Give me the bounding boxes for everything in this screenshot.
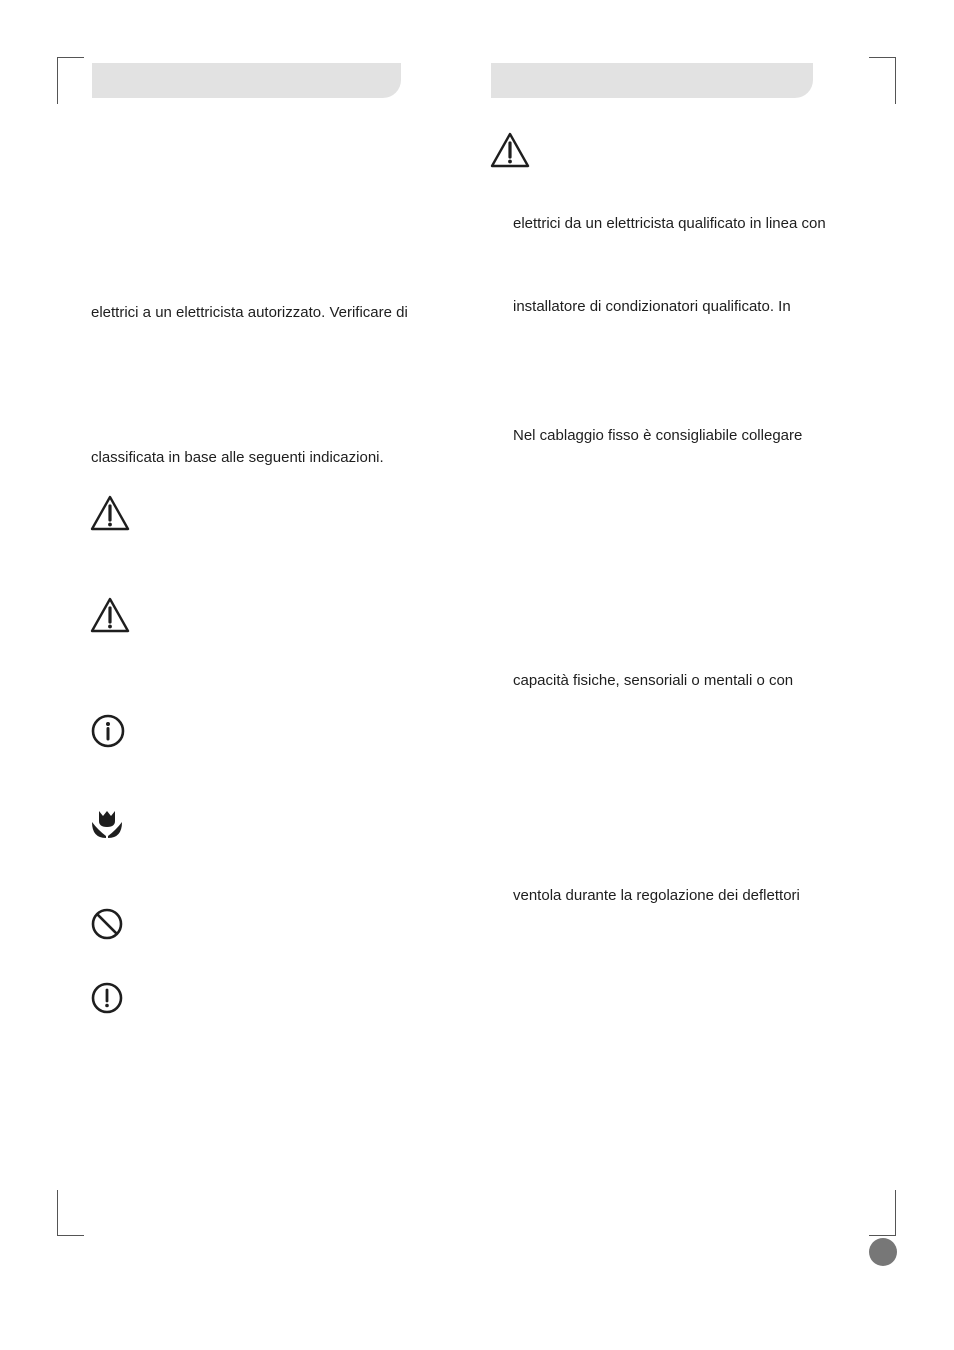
caution-exclamation-icon bbox=[91, 982, 123, 1014]
right-text-line-5: ventola durante la regolazione dei deflettori bbox=[513, 887, 800, 904]
environment-flower-icon bbox=[91, 810, 123, 840]
right-text-line-1: elettrici da un elettricista qualificato in linea con bbox=[513, 215, 826, 232]
right-text-line-3: Nel cablaggio fisso è consigliabile collegare bbox=[513, 427, 803, 444]
warning-triangle-icon bbox=[90, 597, 130, 633]
crop-mark-top-left-v bbox=[57, 57, 58, 104]
crop-mark-bottom-right-v bbox=[895, 1190, 896, 1236]
crop-mark-top-left-h bbox=[57, 57, 84, 58]
crop-mark-bottom-left-v bbox=[57, 1190, 58, 1236]
left-section-header-band bbox=[92, 63, 401, 98]
warning-triangle-icon bbox=[490, 132, 530, 168]
crop-mark-top-right-h bbox=[869, 57, 896, 58]
prohibition-icon bbox=[91, 908, 123, 940]
page-number-marker bbox=[869, 1238, 897, 1266]
crop-mark-bottom-right-h bbox=[869, 1235, 896, 1236]
crop-mark-top-right-v bbox=[895, 57, 896, 104]
warning-triangle-icon bbox=[90, 495, 130, 531]
right-text-line-2: installatore di condizionatori qualificato. In bbox=[513, 298, 791, 315]
information-icon bbox=[91, 714, 125, 748]
right-text-line-4: capacità fisiche, sensoriali o mentali o con bbox=[513, 672, 794, 689]
crop-mark-bottom-left-h bbox=[57, 1235, 84, 1236]
right-section-header-band bbox=[491, 63, 813, 98]
left-text-line-1: elettrici a un elettricista autorizzato. Verificare di bbox=[91, 304, 408, 321]
left-text-line-2: classificata in base alle seguenti indicazioni. bbox=[91, 449, 384, 466]
